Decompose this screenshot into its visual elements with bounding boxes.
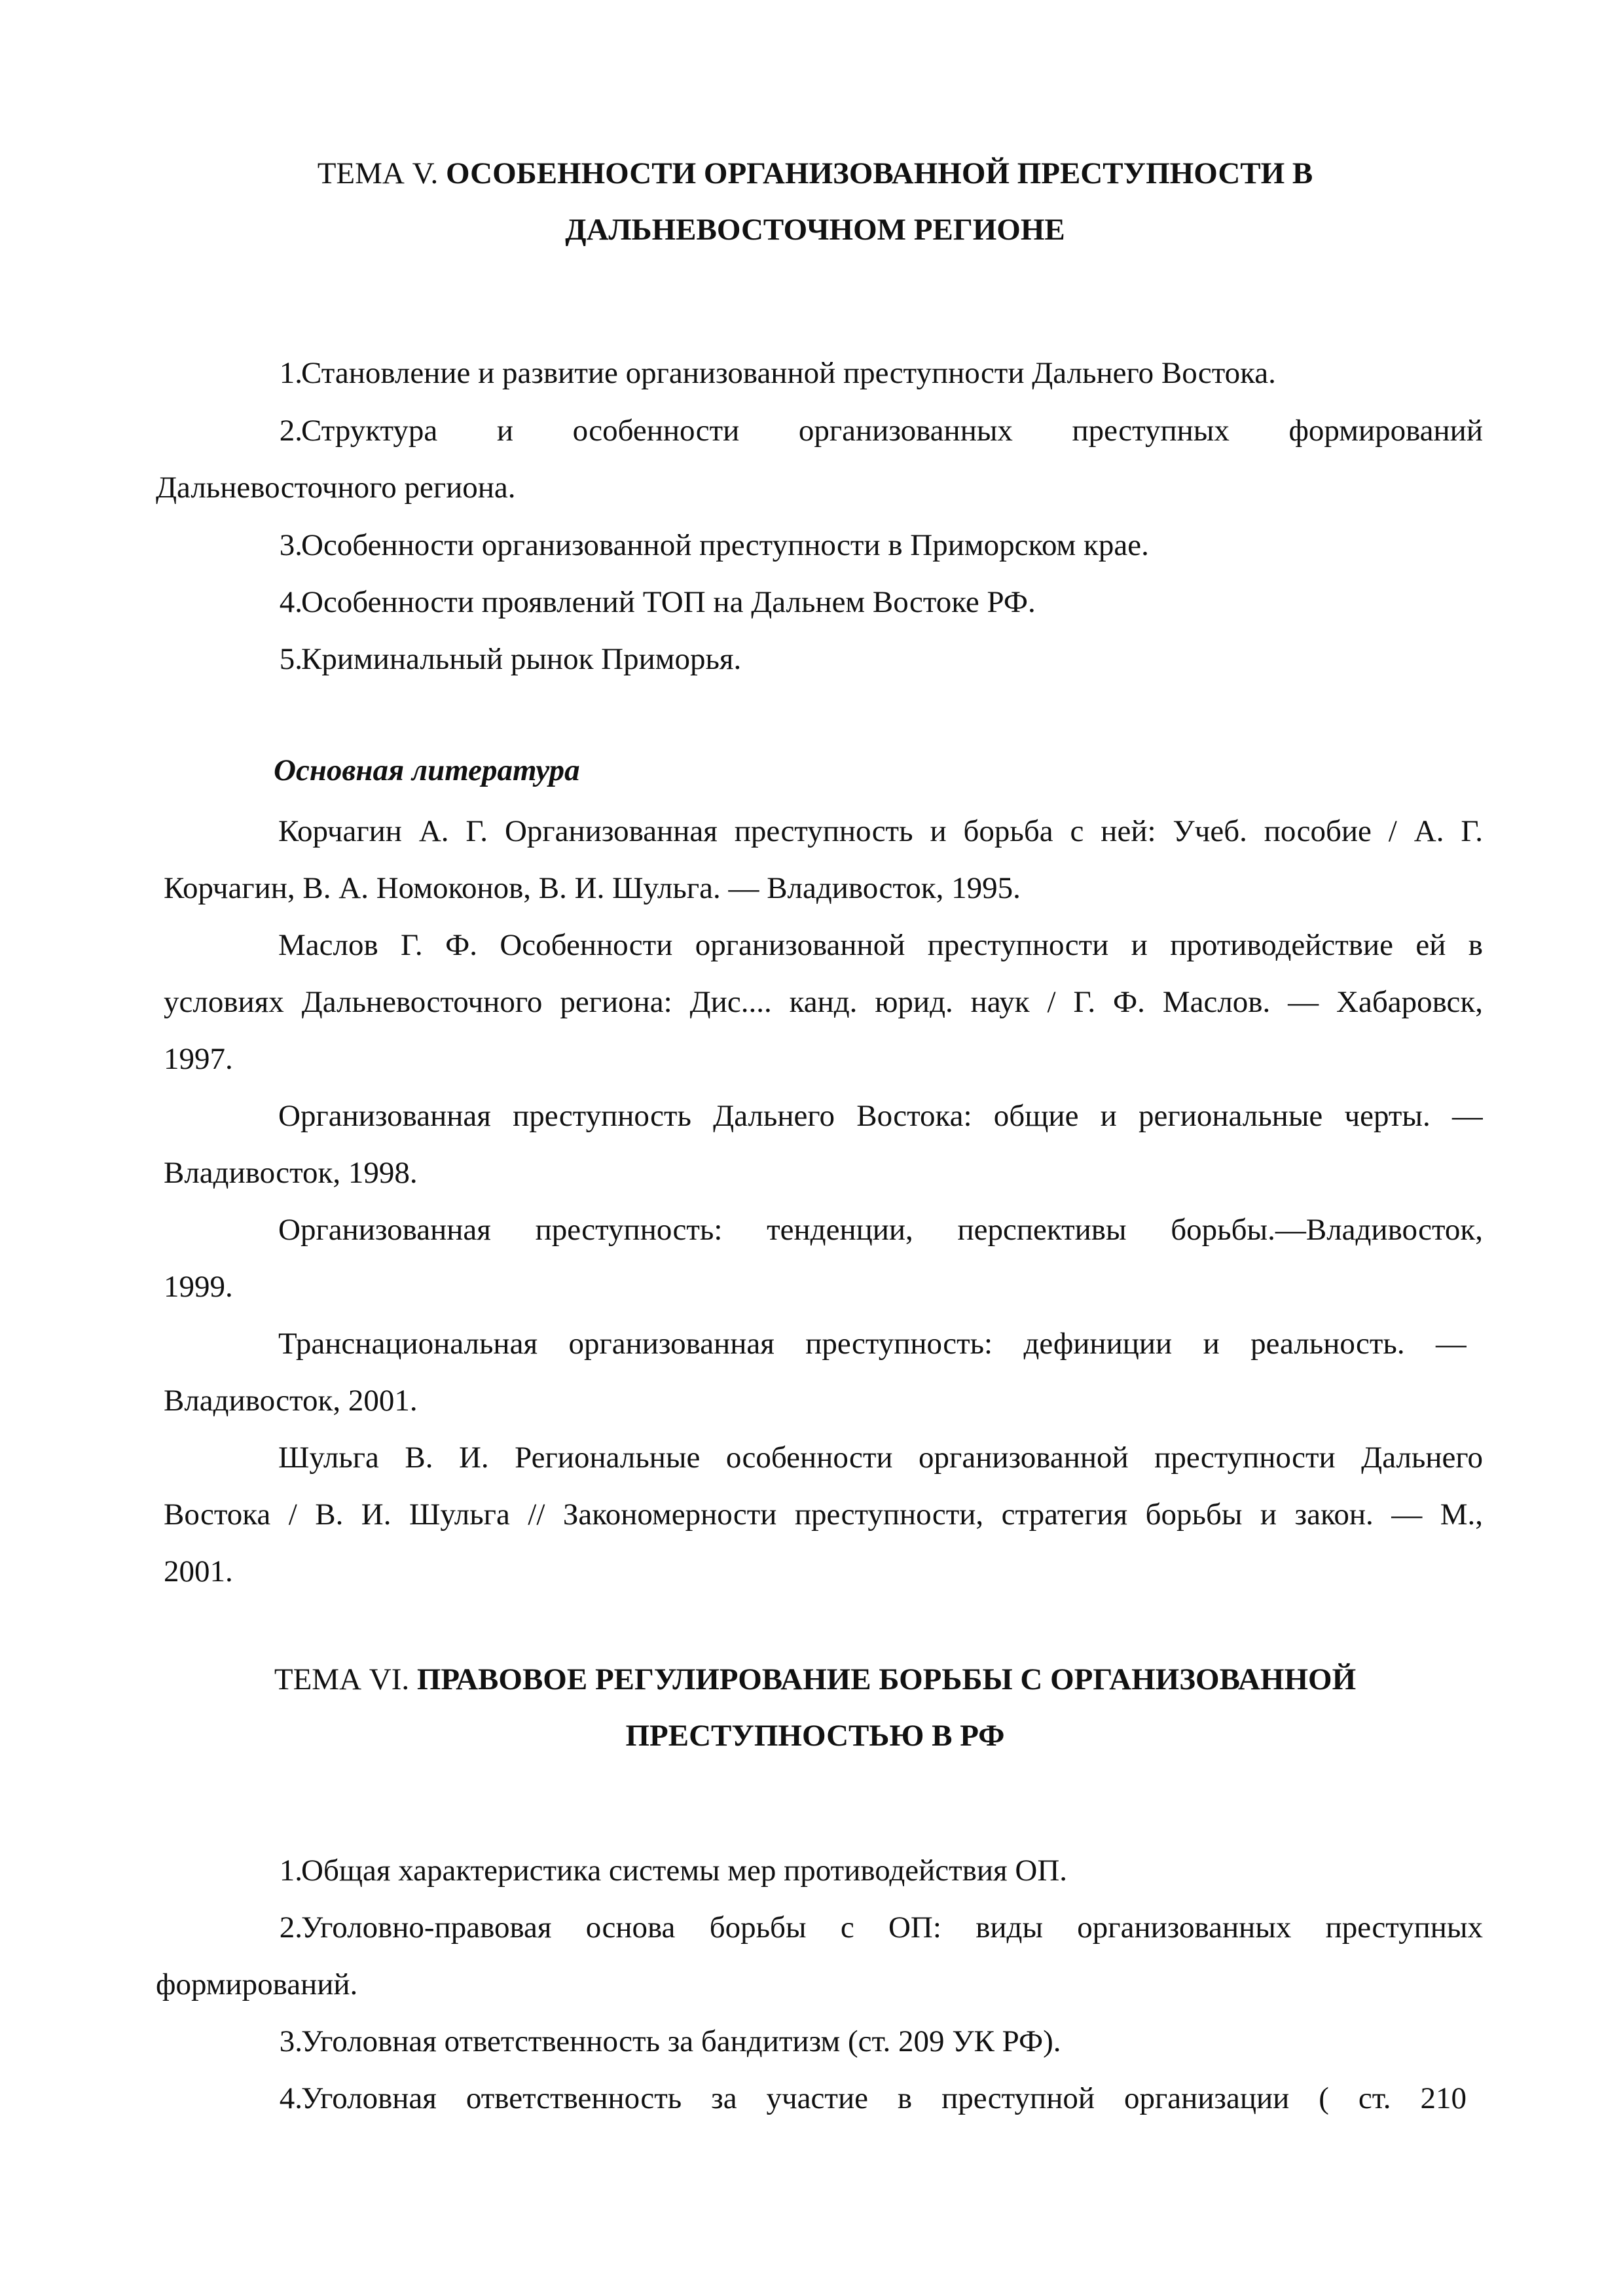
literature-entry-5-line2: Владивосток, 2001. — [164, 1384, 418, 1418]
topic6-title-line2: ПРЕСТУПНОСТЬЮ В РФ — [625, 1719, 1005, 1753]
literature-entry-4-line2: 1999. — [164, 1270, 233, 1304]
topic5-item-4-text: Особенности проявлений ТОП на Дальнем Востоке РФ. — [301, 585, 1036, 619]
literature-entry-3-line1: Организованная преступность Дальнего Востока: общие и региональные черты. — — [278, 1099, 1483, 1133]
topic6-item-3-text: Уголовная ответственность за бандитизм (ст. 209 УК РФ). — [301, 2024, 1061, 2058]
literature-entry-6-line2: Востока / В. И. Шульга // Закономерности преступности, стратегия борьбы и закон. — М., — [164, 1498, 1483, 1532]
literature-entry-6-line3: 2001. — [164, 1554, 233, 1588]
topic5-item-1-text: Становление и развитие организованной преступности Дальнего Востока. — [301, 356, 1276, 390]
literature-entry-5-line1: Транснациональная организованная преступность: дефиниции и реальность. — — [278, 1327, 1467, 1361]
topic5-item-2-text-line2: Дальневосточного региона. — [156, 471, 516, 505]
topic5-title-line1: ОСОБЕННОСТИ ОРГАНИЗОВАННОЙ ПРЕСТУПНОСТИ В — [446, 156, 1313, 190]
literature-entry-1-line2: Корчагин, В. А. Номоконов, В. И. Шульга. — Владивосток, 1995. — [164, 871, 1021, 905]
topic6-item-1-number: 1. — [279, 1854, 302, 1888]
topic6-item-2-number: 2. — [279, 1910, 302, 1945]
topic6-title-line1: ПРАВОВОЕ РЕГУЛИРОВАНИЕ БОРЬБЫ С ОРГАНИЗОВАННОЙ — [416, 1662, 1357, 1696]
topic5-prefix: ТЕМА V. — [317, 156, 446, 190]
topic5-heading-line1 — [160, 145, 1470, 202]
topic5-item-4-number: 4. — [279, 585, 302, 619]
literature-entry-6-line1: Шульга В. И. Региональные особенности организованной преступности Дальнего — [278, 1441, 1483, 1475]
literature-entry-1-line1: Корчагин А. Г. Организованная преступность и борьба с ней: Учеб. пособие / А. Г. — [278, 814, 1483, 848]
topic5-item-5-number: 5. — [279, 642, 302, 676]
topic5-item-5-text: Криминальный рынок Приморья. — [301, 642, 742, 676]
topic5-item-2-text-line1: Структура и особенности организованных преступных формирований — [301, 414, 1483, 448]
topic5-item-3-text: Особенности организованной преступности в Приморском крае. — [301, 528, 1149, 562]
literature-entry-2-line3: 1997. — [164, 1042, 233, 1076]
topic5-item-2-number: 2. — [279, 414, 302, 448]
literature-entry-3-line2: Владивосток, 1998. — [164, 1156, 418, 1190]
topic6-heading — [160, 1651, 1470, 1764]
topic6-item-3-number: 3. — [279, 2024, 302, 2058]
topic5-title-line2: ДАЛЬНЕВОСТОЧНОМ РЕГИОНЕ — [565, 213, 1065, 247]
topic6-item-4-number: 4. — [279, 2081, 302, 2115]
topic5-item-1-number: 1. — [279, 356, 302, 390]
topic6-item-1-text: Общая характеристика системы мер противодействия ОП. — [301, 1854, 1068, 1888]
topic6-heading-line1 — [160, 1651, 1470, 1708]
literature-heading: Основная литература — [274, 753, 580, 787]
topic6-prefix: ТЕМА VI. — [274, 1662, 417, 1696]
topic5-heading — [160, 145, 1470, 258]
literature-entry-2-line2: условиях Дальневосточного региона: Дис.... канд. юрид. наук / Г. Ф. Маслов. — Хабаровск, — [164, 985, 1483, 1019]
topic6-item-4-text-line1: Уголовная ответственность за участие в преступной организации ( ст. 210 — [301, 2081, 1467, 2115]
topic6-item-2-text-line1: Уголовно-правовая основа борьбы с ОП: виды организованных преступных — [301, 1910, 1483, 1945]
topic5-item-3-number: 3. — [279, 528, 302, 562]
literature-entry-2-line1: Маслов Г. Ф. Особенности организованной преступности и противодействие ей в — [278, 928, 1483, 962]
literature-entry-4-line1: Организованная преступность: тенденции, перспективы борьбы.—Владивосток, — [278, 1213, 1483, 1247]
topic6-item-2-text-line2: формирований. — [156, 1967, 358, 2001]
